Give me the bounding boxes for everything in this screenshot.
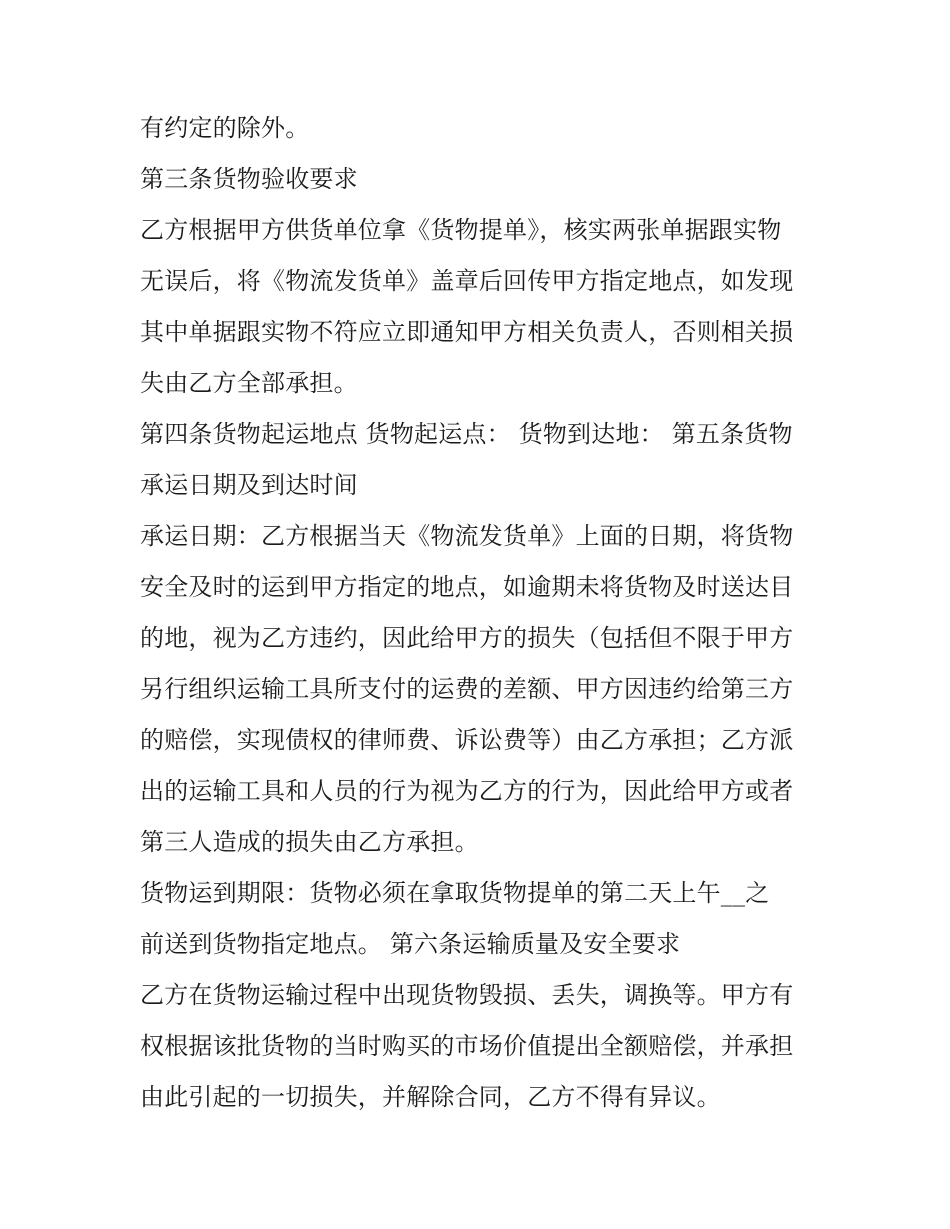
section-heading-5: 承运日期及到达时间: [140, 471, 358, 499]
text-line: 乙方根据甲方供货单位拿《货物提单》，核实两张单据跟实物: [140, 216, 782, 244]
text-line: 有约定的除外。: [140, 114, 310, 142]
text-line: 由此引起的一切损失，并解除合同，乙方不得有异议。: [140, 1083, 721, 1111]
section-heading-6: 前送到货物指定地点。 第六条运输质量及安全要求: [140, 930, 681, 958]
text-line: 无误后，将《物流发货单》盖章后回传甲方指定地点，如发现: [140, 267, 794, 295]
section-heading-4: 第四条货物起运地点 货物起运点： 货物到达地： 第五条货物: [140, 420, 793, 448]
text-line: 失由乙方全部承担。: [140, 369, 358, 397]
text-line: 的地，视为乙方违约，因此给甲方的损失（包括但不限于甲方: [140, 624, 794, 652]
text-line: 第三人造成的损失由乙方承担。: [140, 828, 479, 856]
text-line: 另行组织运输工具所支付的运费的差额、甲方因违约给第三方: [140, 675, 794, 703]
text-line: 安全及时的运到甲方指定的地点，如逾期未将货物及时送达目: [140, 573, 794, 601]
document-body: [140, 103, 820, 1123]
text-line: 权根据该批货物的当时购买的市场价值提出全额赔偿，并承担: [140, 1032, 794, 1060]
text-line: 乙方在货物运输过程中出现货物毁损、丢失，调换等。甲方有: [140, 981, 794, 1009]
text-line: 承运日期：乙方根据当天《物流发货单》上面的日期，将货物: [140, 522, 794, 550]
section-heading-3: 第三条货物验收要求: [140, 165, 358, 193]
text-line: 的赔偿，实现债权的律师费、诉讼费等）由乙方承担；乙方派: [140, 726, 794, 754]
text-line: 出的运输工具和人员的行为视为乙方的行为，因此给甲方或者: [140, 777, 794, 805]
text-line: 其中单据跟实物不符应立即通知甲方相关负责人，否则相关损: [140, 318, 794, 346]
text-line: 货物运到期限：货物必须在拿取货物提单的第二天上午__之: [140, 879, 770, 907]
